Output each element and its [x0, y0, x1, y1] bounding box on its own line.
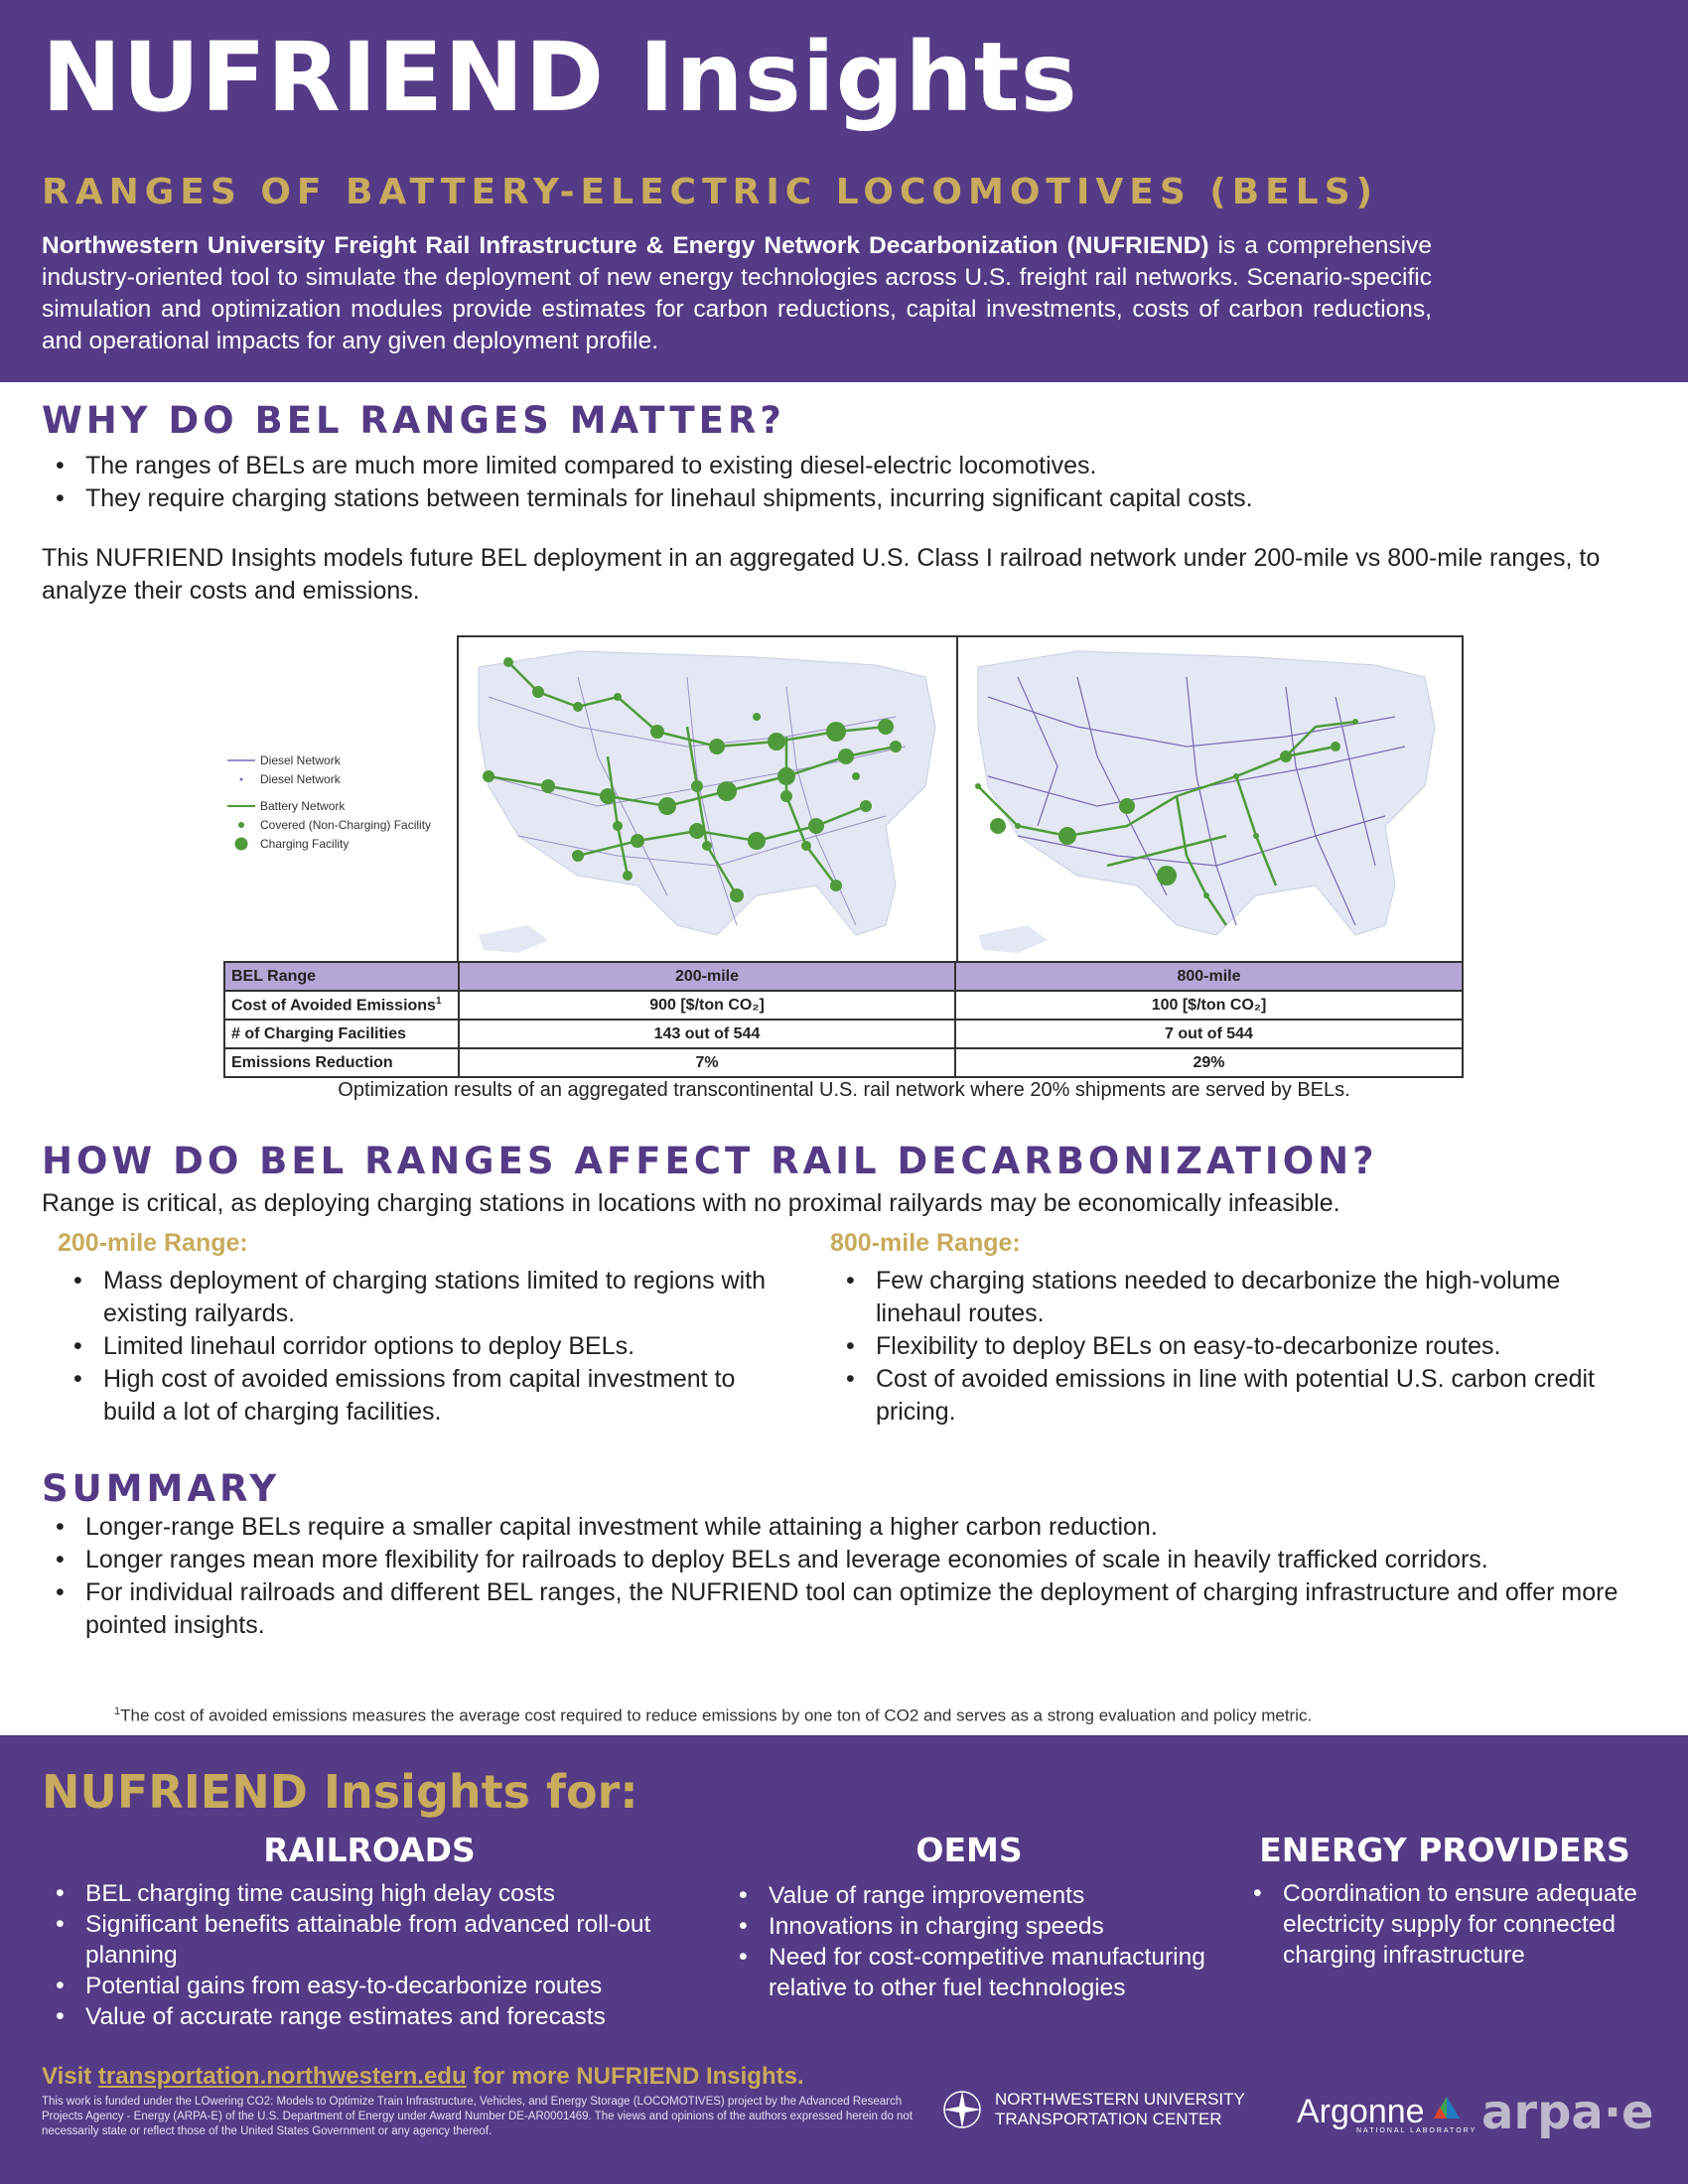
oems-bullets — [725, 1880, 1221, 2003]
table-cell: 7% — [459, 1048, 955, 1077]
list-item: • They require charging stations between terminals for linehaul shipments, incurring significant capital costs. — [42, 482, 1650, 515]
table-cell: Cost of Avoided Emissions$^1$ — [224, 991, 459, 1020]
table-row — [224, 1048, 1463, 1077]
energy-bullets — [1239, 1878, 1666, 1971]
list-item: • Potential gains from easy-to-decarbonize routes — [42, 1971, 717, 2001]
footnote: $^1$The cost of avoided emissions measures the average cost required to reduce emissions by one ton of CO2 and serves as a strong evaluation and policy metric. — [114, 1706, 1313, 1725]
map-200-mile — [459, 637, 955, 961]
list-item: • Longer ranges mean more flexibility for railroads to deploy BELs and leverage economies of scale in heavily trafficked corridors. — [42, 1544, 1630, 1576]
northwestern-logo: NORTHWESTERN UNIVERSITY TRANSPORTATION CENTER — [941, 2089, 1245, 2130]
legend-covered-facility: Covered (Non-Charging) Facility — [226, 815, 455, 834]
visit-line: Visit transportation.northwestern.edu for more NUFRIEND Insights. — [42, 2063, 804, 2090]
arpa-e-logo: arpa·e — [1481, 2085, 1654, 2140]
legend-diesel-network: Diesel Network — [260, 752, 341, 767]
page-subtitle: RANGES OF BATTERY-ELECTRIC LOCOMOTIVES (BELS) — [42, 172, 1379, 212]
list-item: • The ranges of BELs are much more limited compared to existing diesel-electric locomotives. — [42, 450, 1650, 482]
list-item: • High cost of avoided emissions from capital investment to build a lot of charging facilities. — [60, 1363, 774, 1429]
map-800-mile — [958, 637, 1463, 961]
table-cell: 143 out of 544 — [459, 1020, 955, 1048]
footer-band — [0, 1735, 1688, 2184]
legend-diesel-node: Diesel Network — [226, 769, 455, 788]
list-item: • Value of range improvements — [725, 1880, 1221, 1911]
list-item: • Value of accurate range estimates and forecasts — [42, 2001, 717, 2032]
table-header-row — [224, 962, 1463, 991]
footer-title: NUFRIEND Insights for: — [42, 1765, 638, 1819]
legend-charging-facility: Charging Facility — [226, 834, 455, 853]
table-cell: 100 [$/ton CO₂] — [955, 991, 1463, 1020]
website-link[interactable]: transportation.northwestern.edu — [97, 2063, 467, 2090]
page-title: NUFRIEND Insights — [42, 22, 1078, 133]
why-paragraph: This NUFRIEND Insights models future BEL deployment in an aggregated U.S. Class I railroad network under 200-mile vs 800-mile ranges, to analyze their costs and emissions. — [42, 544, 1601, 605]
argonne-logo: Argonne NATIONAL LABORATORY — [1297, 2093, 1477, 2134]
network-maps — [457, 635, 1464, 963]
compass-icon — [941, 2089, 983, 2130]
table-cell: 7 out of 544 — [955, 1020, 1463, 1048]
table-row — [224, 1020, 1463, 1048]
left-range-bullets — [60, 1265, 774, 1429]
list-item: • Flexibility to deploy BELs on easy-to-decarbonize routes. — [832, 1330, 1617, 1363]
table-row — [224, 991, 1463, 1020]
list-item: • Mass deployment of charging stations limited to regions with existing railyards. — [60, 1265, 774, 1330]
energy-heading: ENERGY PROVIDERS — [1259, 1831, 1630, 1869]
table-caption: Optimization results of an aggregated transcontinental U.S. rail network where 20% shipments are served by BELs. — [338, 1079, 1350, 1101]
table-cell: Emissions Reduction — [224, 1048, 459, 1077]
how-intro: Range is critical, as deploying charging stations in locations with no proximal railyards may be economically infeasible. — [42, 1189, 1340, 1217]
table-cell: 900 [$/ton CO₂] — [459, 991, 955, 1020]
results-table — [223, 961, 1464, 1078]
argonne-triangle-icon — [1434, 2097, 1460, 2118]
list-item: • For individual railroads and different BEL ranges, the NUFRIEND tool can optimize the deployment of charging infrastructure and offer more pointed insights. — [42, 1576, 1630, 1642]
intro-paragraph — [42, 230, 1432, 357]
how-title: HOW DO BEL RANGES AFFECT RAIL DECARBONIZATION? — [42, 1140, 1378, 1182]
list-item: • Need for cost-competitive manufacturing relative to other fuel technologies — [725, 1942, 1221, 2003]
funding-note: This work is funded under the LOwering CO2: Models to Optimize Train Infrastructure, Vehicles, and Energy Storage (LOCOMOTIVES) project by the Advanced Research Projects Agency - Energy (ARPA-E) of the U.S. Department of Energy under Award Number DE-AR0001469. The views and opinions of the authors expressed herein do not necessarily state or reflect those of the United States Government or any agency thereof. — [42, 2096, 914, 2137]
why-bullets — [42, 450, 1650, 515]
oems-heading: OEMS — [915, 1831, 1023, 1869]
intro-bold: Northwestern University Freight Rail Infrastructure & Energy Network Decarbonization (NUFRIEND) — [42, 232, 1209, 259]
list-item: • Few charging stations needed to decarbonize the high-volume linehaul routes. — [832, 1265, 1617, 1330]
summary-bullets — [42, 1511, 1630, 1642]
railroads-heading: RAILROADS — [263, 1831, 476, 1869]
map-legend — [226, 751, 455, 853]
why-title: WHY DO BEL RANGES MATTER? — [42, 399, 785, 442]
left-range-heading: 200-mile Range: — [58, 1229, 248, 1257]
list-item: • BEL charging time causing high delay costs — [42, 1878, 717, 1909]
table-header: 200-mile — [459, 962, 955, 991]
list-item: • Longer-range BELs require a smaller capital investment while attaining a higher carbon reduction. — [42, 1511, 1630, 1544]
list-item: • Significant benefits attainable from advanced roll-out planning — [42, 1909, 717, 1971]
right-range-bullets — [832, 1265, 1617, 1429]
legend-battery-network: Battery Network — [260, 798, 346, 813]
list-item: • Innovations in charging speeds — [725, 1911, 1221, 1942]
right-range-heading: 800-mile Range: — [830, 1229, 1021, 1257]
summary-title: SUMMARY — [42, 1467, 281, 1510]
list-item: • Coordination to ensure adequate electricity supply for connected charging infrastructure — [1239, 1878, 1666, 1971]
railroads-bullets — [42, 1878, 717, 2032]
table-header: 800-mile — [955, 962, 1463, 991]
list-item: • Cost of avoided emissions in line with potential U.S. carbon credit pricing. — [832, 1363, 1617, 1429]
list-item: • Limited linehaul corridor options to deploy BELs. — [60, 1330, 774, 1363]
table-cell: # of Charging Facilities — [224, 1020, 459, 1048]
table-cell: 29% — [955, 1048, 1463, 1077]
intro-rest: is a comprehensive industry-oriented tool to simulate the deployment of new energy technologies across U.S. freight rail networks. Scenario-specific simulation and optimization modules provide estimates for carbon reductions, capital investments, costs of carbon reductions, and operational impacts for any given deployment profile. — [42, 232, 1432, 354]
header-band — [0, 0, 1688, 382]
table-header: BEL Range — [224, 962, 459, 991]
